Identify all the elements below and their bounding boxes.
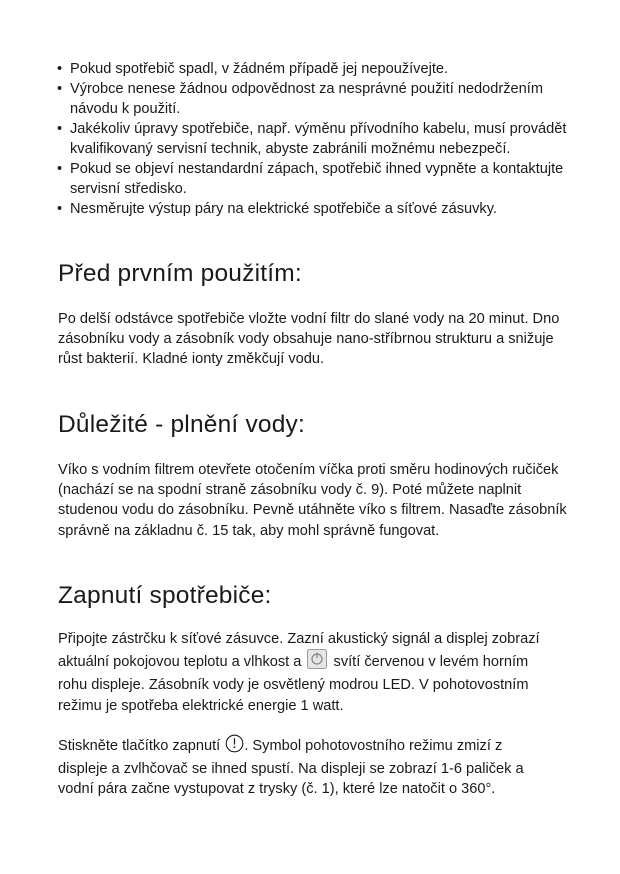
bullet-item: • Pokud spotřebič spadl, v žádném případě jej nepoužívejte. (57, 59, 577, 79)
power-button-icon (225, 734, 244, 759)
bullet-item: • Výrobce nenese žádnou odpovědnost za nesprávné použití nedodržením návodu k použití. (57, 79, 577, 119)
bullet-item: • Nesměrujte výstup páry na elektrické spotřebiče a síťové zásuvky. (57, 199, 577, 219)
heading-switching-on: Zapnutí spotřebiče: (58, 582, 272, 609)
paragraph-text: svítí červenou v levém horním rohu displeje. Zásobník vody je osvětlený modrou LED. V pohotovostním režimu je spotřeba elektrické energie 1 watt. (58, 654, 529, 714)
paragraph-text: . Symbol pohotovostního režimu zmizí z displeje a zvlhčovač se ihned spustí. Na displeji se zobrazí 1-6 paliček a vodní pára začne vystupovat z trysky (č. 1), které lze natočit o 360°. (58, 738, 524, 798)
safety-bullet-list (57, 59, 577, 219)
heading-water-filling: Důležité - plnění vody: (58, 411, 306, 438)
paragraph-text: Stiskněte tlačítko zapnutí (58, 738, 221, 754)
heading-before-first-use: Před prvním použitím: (58, 260, 302, 287)
standby-display-icon (307, 649, 327, 675)
paragraph-switching-on-1 (58, 629, 558, 716)
paragraph-switching-on-2 (58, 734, 553, 800)
bullet-item: • Jakékoliv úpravy spotřebiče, např. výměnu přívodního kabelu, musí provádět kvalifikovaný servisní technik, abyste zabránili možnému nebezpečí. (57, 119, 577, 159)
paragraph-text: Připojte zástrčku k síťové zásuvce. Zazní akustický signál a displej zobrazí aktuální pokojovou teplotu a vlhkost a (58, 631, 540, 671)
paragraph-water-filling: Víko s vodním filtrem otevřete otočením víčka proti směru hodinových ručiček (nachází se na spodní straně zásobníku vody č. 9). Poté můžete naplnit studenou vodu do zásobníku. Pevně utáhněte víko s filtrem. Nasaďte zásobník správně na základnu č. 15 tak, aby mohl správně fungovat. (58, 462, 567, 539)
paragraph-before-first-use: Po delší odstávce spotřebiče vložte vodní filtr do slané vody na 20 minut. Dno zásobníku vody a zásobník vody obsahuje nano-stříbrnou strukturu a snižuje růst bakterií. Kladné ionty změkčují vodu. (58, 311, 560, 368)
bullet-item: • Pokud se objeví nestandardní zápach, spotřebič ihned vypněte a kontaktujte servisní středisko. (57, 159, 577, 199)
